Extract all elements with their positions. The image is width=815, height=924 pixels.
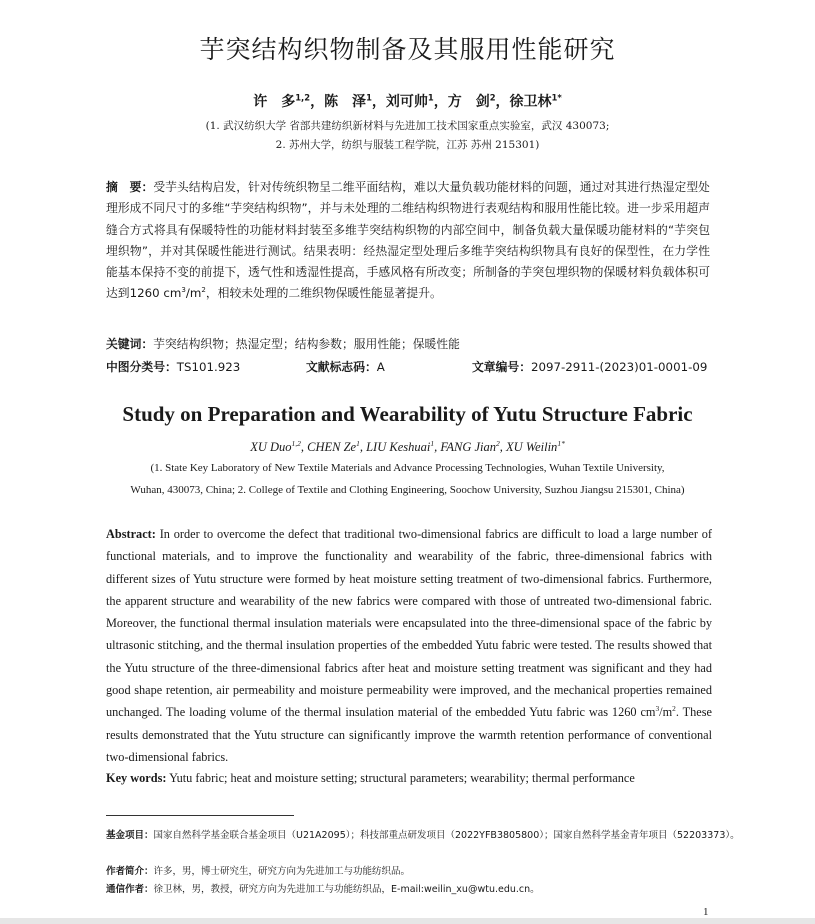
- zh-article-no: [472, 358, 707, 375]
- en-author-sep: ,: [300, 440, 308, 454]
- en-abstract-text: . These results demonstrated that the Yutu structure can significantly improve the warmth retention performance of conventional two-dimensional fabrics.: [106, 705, 712, 764]
- en-keywords: [106, 771, 712, 786]
- en-abstract-text: In order to overcome the defect that traditional two-dimensional fabrics are difficult to load a large number of functional materials, and to improve the functionality and wearability of the fabric, three-dimensional fabrics with different sizes of Yutu structure were formed by heat moisture setting treatment of two-dimensional fabrics. Furthermore, the apparent structure and wearability of the new fabrics were compared with those of untreated two-dimensional fabric. Moreover, the functional thermal insulation materials were encapsulated into the three-dimensional space of the fabric by ultrasonic stitching, and the thermal insulation properties of the embedded Yutu fabric were tested. The results showed that the Yutu structure of the three-dimensional fabrics after heat and moisture setting treatment was significant and they had good shape retention, air permeability and moisture permeability were improved, and the mechanical properties remained unchanged. The loading volume of the thermal insulation material of the embedded Yutu fabric was 1260 cm: [106, 527, 712, 720]
- zh-keywords-label: 关键词：: [106, 337, 154, 351]
- zh-author: 方 剑: [447, 94, 490, 110]
- footnote-fund: [106, 828, 764, 843]
- footnote-fund-label: 基金项目：: [106, 830, 154, 841]
- zh-affiliation-2: 2. 苏州大学，纺织与服装工程学院，江苏 苏州 215301): [275, 139, 540, 151]
- en-author-sep: ,: [499, 440, 507, 454]
- zh-doc-code-value: A: [376, 360, 385, 374]
- zh-abstract-sup: 3: [181, 285, 186, 295]
- footnote-correspondence-text: 徐卫林，男，教授，研究方向为先进加工与功能纺织品，E-mail:weilin_xu@wtu.edu.cn。: [153, 884, 540, 895]
- footnote-correspondence: [106, 882, 712, 897]
- en-abstract: [106, 523, 712, 768]
- en-author-sup: 1*: [557, 438, 565, 448]
- en-keywords-text: Yutu fabric; heat and moisture setting; structural parameters; wearability; thermal performance: [166, 771, 635, 785]
- zh-author: 徐卫林: [509, 94, 552, 110]
- zh-affiliation-1: (1. 武汉纺织大学 省部共建纺织新材料与先进加工技术国家重点实验室，武汉 430073;: [205, 120, 610, 132]
- zh-authors: [0, 91, 815, 111]
- zh-doc-code-label: 文献标志码：: [306, 360, 377, 374]
- zh-clc-label: 中图分类号：: [106, 360, 177, 374]
- footnote-author-label: 作者简介：: [106, 866, 154, 877]
- zh-abstract-text: 受芋头结构启发，针对传统织物呈二维平面结构，难以大量负载功能材料的问题，通过对其进行热湿定型处理形成不同尺寸的多维“芋突结构织物”，并与未处理的二维结构织物进行表观结构和服用性能比较。进一步采用超声缝合方式将具有保暖特性的功能材料封装至多维芋突结构织物的内部空间中，制备负载大量保暖功能材料的“芋突包埋织物”，并对其保暖性能进行测试。结果表明：经热湿定型处理后多维芋突结构织物具有良好的保型性，在力学性能基本保持不变的前提下，透气性和透湿性提高，手感风格有所改变；所制备的芋突包埋织物的保暖材料负载体积可达到1260 cm: [106, 180, 710, 301]
- zh-article-no-value: 2097-2911-(2023)01-0001-09: [531, 360, 708, 374]
- zh-author-sup: 1*: [551, 92, 562, 103]
- zh-keywords-text: 芋突结构织物；热湿定型；结构参数；服用性能；保暖性能: [153, 337, 460, 351]
- en-abstract-label: Abstract:: [106, 527, 156, 541]
- en-affiliation-1: (1. State Key Laboratory of New Textile Materials and Advance Processing Technologies, Wuhan Textile University,: [150, 462, 665, 474]
- en-author: LIU Keshuai: [366, 440, 431, 454]
- page-bottom-edge: [0, 918, 815, 924]
- zh-abstract-text: ，相较未处理的二维织物保暖性能显著提升。: [205, 286, 442, 301]
- en-title: Study on Preparation and Wearability of Yutu Structure Fabric: [122, 402, 693, 426]
- en-author-sup: 1,2: [291, 438, 301, 448]
- zh-title: 芋突结构织物制备及其服用性能研究: [199, 35, 616, 64]
- footnote-author: [106, 864, 712, 879]
- en-author: XU Duo: [250, 440, 292, 454]
- zh-clc-value: TS101.923: [176, 360, 241, 374]
- zh-author: 许 多: [253, 94, 296, 110]
- zh-author-sep: ，: [310, 94, 325, 110]
- zh-abstract-sup: 2: [201, 285, 206, 295]
- en-author-sep: ,: [434, 440, 441, 454]
- en-authors: [0, 440, 815, 455]
- en-author: FANG Jian: [440, 440, 497, 454]
- zh-article-no-label: 文章编号：: [472, 360, 531, 374]
- en-author-sup: 2: [496, 438, 500, 448]
- en-abstract-text: /m: [659, 705, 673, 720]
- zh-keywords: [106, 335, 712, 352]
- en-abstract-sup: 2: [672, 704, 676, 714]
- footnote-author-text: 许多，男，博士研究生，研究方向为先进加工与功能纺织品。: [153, 866, 411, 877]
- zh-doc-code: [306, 358, 385, 375]
- en-author-sup: 1: [430, 438, 435, 448]
- zh-author: 刘可帅: [385, 94, 428, 110]
- en-keywords-label: Key words:: [106, 771, 167, 785]
- zh-author: 陈 泽: [324, 94, 367, 110]
- zh-abstract-text: /m: [185, 286, 202, 301]
- zh-author-sup: 1: [427, 92, 434, 103]
- zh-author-sep: ，: [433, 94, 448, 110]
- zh-author-sup: 1: [366, 92, 372, 103]
- en-author: CHEN Ze: [307, 440, 357, 454]
- zh-author-sep: ，: [371, 94, 386, 110]
- footnote-divider: [106, 815, 294, 816]
- en-abstract-sup: 3: [655, 704, 660, 714]
- zh-author-sup: 2: [489, 92, 496, 103]
- zh-author-sup: 1,2: [295, 92, 311, 103]
- en-author-sep: ,: [359, 440, 367, 454]
- en-affiliation-2: Wuhan, 430073, China; 2. College of Textile and Clothing Engineering, Soochow University, Suzhou Jiangsu 215301, China): [130, 484, 685, 496]
- footnote-fund-text: 国家自然科学基金联合基金项目（U21A2095）；科技部重点研发项目（2022YFB3805800）；国家自然科学基金青年项目（52203373）。: [153, 830, 740, 841]
- zh-clc: [106, 358, 240, 375]
- zh-abstract: [106, 177, 710, 305]
- zh-abstract-label: 摘 要：: [106, 180, 154, 194]
- en-author: XU Weilin: [506, 440, 558, 454]
- en-author-sup: 1: [356, 438, 360, 448]
- footnote-correspondence-label: 通信作者：: [106, 884, 154, 895]
- zh-author-sep: ，: [495, 94, 510, 110]
- page-number: 1: [703, 906, 709, 918]
